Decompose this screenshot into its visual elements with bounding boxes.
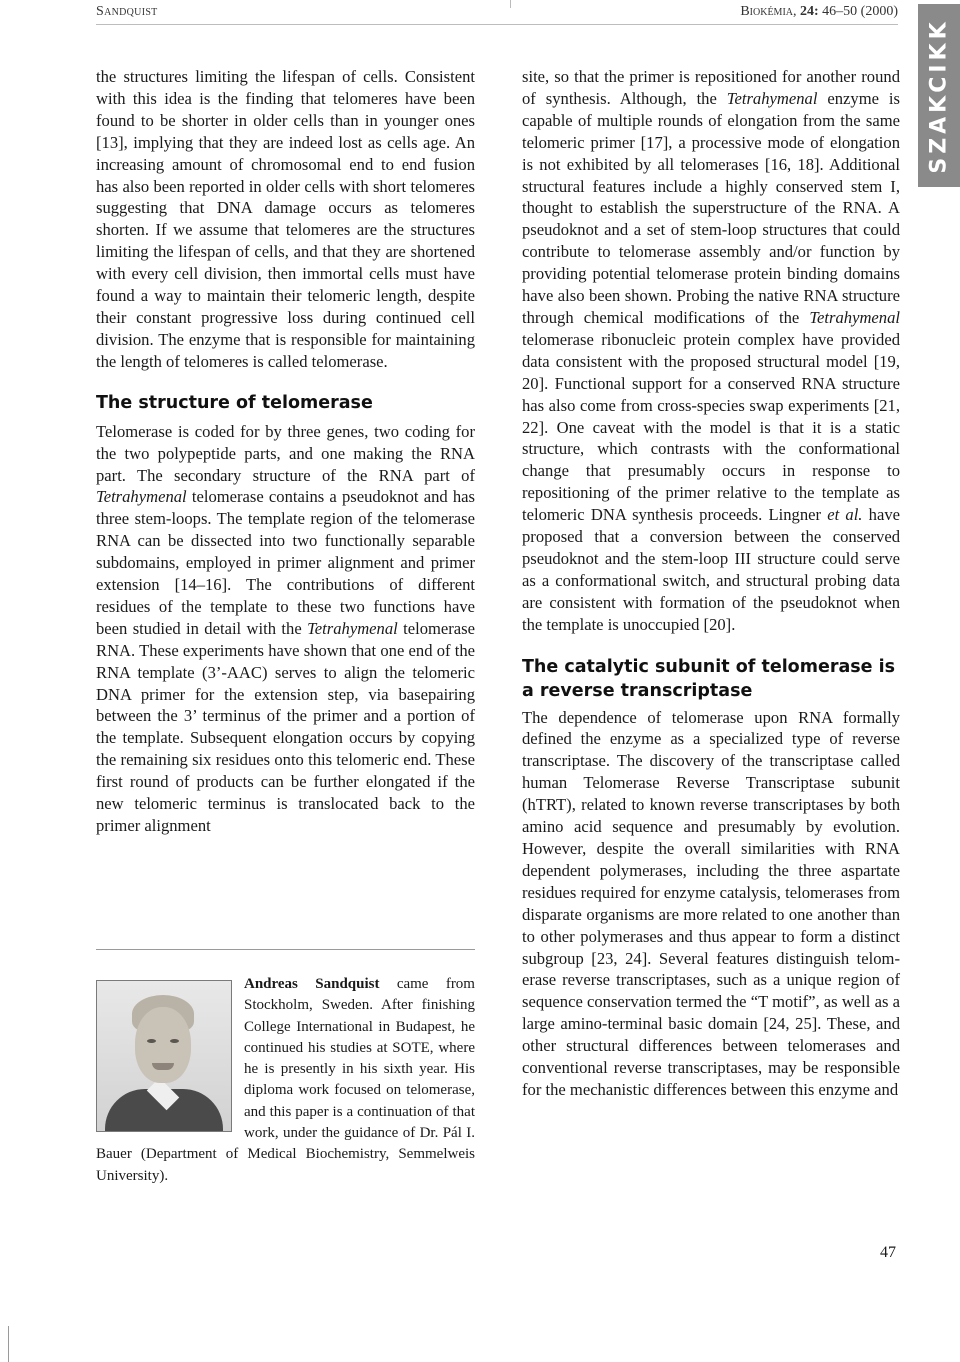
text-run: telomerase ribonucleic protein complex have provided data consistent with the proposed structural model [19, 20]. Functional support for a conserved RNA structure has also come from cross-species swap experiments [21, 22]. One caveat with the model is that it is a static structure, which contrasts with the conformational change that presumably occurs in response to repositioning of the primer relative to the template as telomeric DNA synthesis proceeds. Lingner <box>522 329 900 525</box>
running-head-author: Sandquist <box>96 4 158 19</box>
text-run: have proposed that a conversion between the conserved pseudoknot and the stem-loop III structure could serve as a conformational switch, and structural probing data are consistent with formation of the pseudoknot when the template is unoccupied [20]. <box>522 505 900 634</box>
running-head <box>96 2 898 25</box>
right-paragraph-2: The dependence of telomerase upon RNA formally defined the enzyme as a specialized type of reverse transcriptase. The discovery of the transcriptase called human Telomerase Reverse Transcriptase subunit (hTRT), related to known reverse transcriptases by both amino acid sequence and presumably by evolution. However, despite the overall similarities with RNA dependent polymerases, including the three aspartate residues required for enzyme catalysis, telomerases from disparate organisms are more related to one another than to other polymerases and thus appear to form a distinct subgroup [23, 24]. Several features distinguish telomerase reverse transcriptases, such as a unique region of sequence conservation termed the “T motif”, as well as a large amino-terminal basic domain [24, 25]. These, and other structural differences between telomerases and conventional reverse transcriptases, may be responsible for the mechanistic differences between this enzyme and <box>522 707 900 1099</box>
left-paragraph-1: the structures limiting the lifespan of cells. Consistent with this idea is the finding that telomeres have been found to be shorter in older cells than in younger ones [13], implying that they are indeed lost as cells age. An increasing amount of chromosomal end to end fusion has also been reported in older cells with short telomeres suggesting that DNA damage occurs as telomeres shorten. If we assume that telomeres are the structures limiting the lifespan of cells, and that they are shortened with every cell division, then immortal cells must have found a way to maintain their telomeric length, despite their constant progressive loss during continued cell division. The enzyme that is responsible for maintaining the length of telomeres is called telomerase. <box>96 67 475 371</box>
text-run: enzyme is capable of multiple rounds of elongation from the same telomeric primer [17], a processive mode of elongation is not exhibited by all telomerases [16, 18]. Additional structural features include a highly conserved stem I, thought to establish the superstructure of the RNA. A pseudoknot and a set of stem-loop structures that could contribute to telomerase assembly and/or function by providing potential telomerase protein binding domains have also been shown. Probing the native RNA structure through chemical modifications of the <box>522 88 901 327</box>
page-number: 47 <box>880 1244 896 1261</box>
italic-term: Tetrahymenal <box>96 487 187 507</box>
text-run: telomerase RNA. These experiments have shown that one end of the RNA template (3’-AAC) serves to align the telomeric DNA primer for the extension step, via basepairing between the 3’ terminus of the primer and a portion of the template. Subsequent elongation occurs by copying the remaining six residues onto this telomeric end. These first round of products can be further elongated if the new telomeric terminus is translocated back to the primer alignment <box>96 618 475 835</box>
italic-term: Tetrahymenal <box>307 618 398 638</box>
section-tab-label: SZAKCIKK <box>926 18 952 174</box>
text-run: Telomerase is coded for by three genes, two coding for the two polypeptide parts, and one making the RNA part. The secondary structure of the RNA part of <box>96 421 475 485</box>
left-column <box>96 66 475 837</box>
italic-term: Tetrahymenal <box>809 307 900 327</box>
author-bio-text: came from Stockholm, Sweden. After finishing College International in Budapest, he continued his studies at SOTE, where he is presently in his sixth year. His diploma work focused on telomerase, and this paper is a continuation of that work, under the guidance of Dr. Pál I. Bauer (Department of Medical Biochemistry, Semmelweis University). <box>96 976 475 1184</box>
margin-mark <box>8 1326 9 1362</box>
author-bio <box>96 974 475 1187</box>
italic-term: et al. <box>827 505 863 525</box>
heading-line: a reverse transcriptase <box>522 680 753 701</box>
text-run: telomerase contains a pseudoknot and has three stem-loops. The template region of the telomerase RNA can be dissected into two functionally separable subdomains, employed in primer alignment and primer extension [14–16]. The contributions of different residues of the template to these two functions have been studied in detail with the <box>96 487 475 638</box>
journal-volume: 24: <box>800 4 819 19</box>
section-heading-catalytic-subunit <box>522 655 900 703</box>
text-run: site, so that the primer is repositioned for another round of synthesis. Although, the <box>522 67 900 108</box>
right-column <box>522 66 900 1101</box>
journal-pages-year: 46–50 (2000) <box>822 4 898 19</box>
italic-term: Tetrahymenal <box>726 88 818 108</box>
author-bio-name: Andreas Sandquist <box>244 976 380 992</box>
left-paragraph-2 <box>96 421 475 837</box>
heading-line: The catalytic subunit of telomerase is <box>522 656 896 677</box>
crop-mark <box>510 0 511 8</box>
journal-name: Biokémia, <box>740 4 797 19</box>
author-photo <box>96 980 232 1132</box>
footnote-divider <box>96 949 475 950</box>
right-paragraph-1 <box>522 66 900 636</box>
section-heading-structure: The structure of telomerase <box>96 392 373 413</box>
running-head-citation <box>740 4 898 20</box>
section-tab <box>918 4 960 187</box>
